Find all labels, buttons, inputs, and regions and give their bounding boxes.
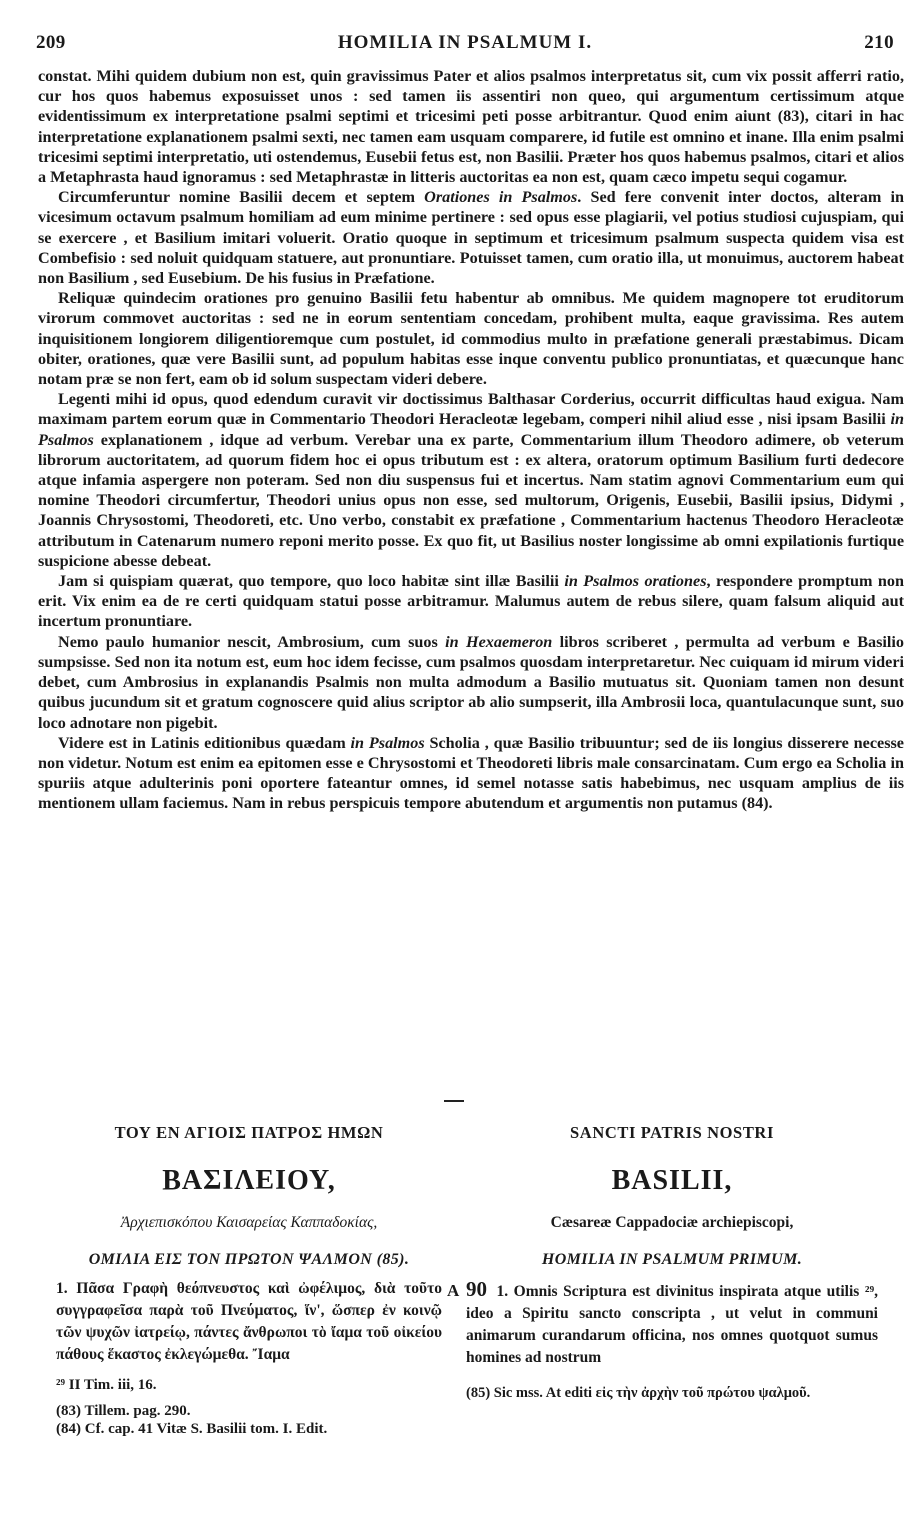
latin-column <box>466 1122 878 1402</box>
footnote-83: (83) Tillem. pag. 290. <box>56 1403 191 1419</box>
greek-column <box>56 1122 442 1438</box>
footnote-scripture: ²⁹ II Tim. iii, 16. <box>56 1377 157 1393</box>
introduction-text <box>38 66 904 814</box>
greek-homily-text: 1. Πᾶσα Γραφὴ θεόπνευστος καὶ ὠφέλιμος, διὰ τοῦτο συγγραφεῖσα παρὰ τοῦ Πνεύματος, ἵν', ὥσπερ ἐν κοινῷ τῶν ψυχῶν ἰατρείῳ, πάντες ἄνθρωποι τὸ ἴαμα τοῦ οἰκείου πάθους ἕκαστος ἐκλεγώμεθα. Ἴαμα <box>56 1280 442 1363</box>
paragraph-2-italic: Orationes in Psalmos <box>424 188 578 207</box>
paragraph-4-text-end: explanationem , idque ad verbum. Verebar una ex parte, Commentarium illum Theodoro adimere, ob veterum librorum auctoritatem, ad quorum fidem hoc ei opus tributum est : ex altera, oratorum optimum Basilium furti dedecore atque infamia aspergere non poteram. Sed non diu suspensus fui et incertus. Nam statim agnovi Commentarium eum qui nomine Theodori circumfertur, Theodori unius opus non esse, sed multorum, Origenis, Eusebii, Basilii ipsius, Didymi , Joannis Chrysostomi, Theodoreti, etc. Uno verbo, constabit ex præfatione , Commentarium hactenus Theodoro Heracleotæ attributum in Catenarum numero reponi merito posse. Ex quo fit, ut Basilius noster longissime ab omni expilationis furtique suspicione abesse debeat. <box>38 430 904 570</box>
paragraph-1: constat. Mihi quidem dubium non est, quin gravissimus Pater et alios psalmos interpretatus sit, cum vix possit afferri ratio, cur hos quos habemus exposuisset unos : sed tamen iis assentiri non queo, qui argumentum certissimum atque evidentissimum ex interpretatione psalmi septimi et tricesimi peti posse arbitrantur. Quod enim aiunt (83), citari in hac interpretatione explanationem psalmi sexti, nec tamen eam usquam comparere, id futile est omnino et inane. Illa enim psalmi tricesimi septimi interpretatio, uti ostendemus, Eusebii fetus est, non Basilii. Præter hos quos habemus psalmos, citari et alios a Metaphrasta haud ignoramus : sed Metaphrastæ in litteris auctoritas ea non est, quam cæco impetu sequi cogamur. <box>38 67 904 187</box>
greek-author-title: Ἀρχιεπισκόπου Καισαρείας Καππαδοκίας, <box>120 1214 378 1231</box>
page-number-right: 210 <box>864 32 894 53</box>
section-separator <box>444 1100 464 1102</box>
paragraph-5 <box>38 571 904 632</box>
paragraph-5-text: Jam si quispiam quærat, quo tempore, quo loco habitæ sint illæ Basilii <box>58 572 565 591</box>
paragraph-4-text: Legenti mihi id opus, quod edendum curavit vir doctissimus Balthasar Corderius, occurrit difficultas haud exigua. Nam maximam partem eorum quæ in Commentario Theodori Heracleotæ legebam, comperi nihil aliud esse , nisi ipsam Basilii <box>38 390 904 429</box>
paragraph-7 <box>38 733 904 814</box>
margin-letter: A <box>447 1281 460 1300</box>
paragraph-4-italic: in Psalmos <box>38 410 904 449</box>
paragraph-6-italic: in Hexaemeron <box>445 632 553 651</box>
column-number: 90 <box>466 1277 487 1301</box>
paragraph-5-italic: in Psalmos orationes <box>564 572 707 591</box>
paragraph-2-text-end: . Sed fere convenit inter doctos, alteram in vicesimum octavum psalmum homiliam ad eum minime pertinere : sed opus esse plagiarii, vel potius studiosi cujuspiam, qui se exercere , et Basilium imitari voluerit. Oratio quoque in septimum et tricesimum psalmum suspecta quidem visa est Combefisio : sed noluit quidquam statuere, aut pronuntiare. Potuisset tamen, cum oratio illa, ut monuimus, auctorem habeat non Basilium , sed Eusebium. De his fusius in Præfatione. <box>38 188 904 288</box>
page-number-left: 209 <box>36 32 66 53</box>
latin-author-title: Cæsareæ Cappadociæ archiepiscopi, <box>550 1214 794 1231</box>
running-header <box>36 32 894 56</box>
greek-homily-title: ΟΜΙΛΙΑ ΕΙΣ ΤΟΝ ΠΡΩΤΟΝ ΨΑΛΜΟΝ (85). <box>88 1251 410 1268</box>
paragraph-5-text-end: , respondere promptum non erit. Vix enim ea de re certi quidquam statui posse arbitramur. Malumus autem de rebus silere, quam falsum aliquid aut incertum pronuntiare. <box>38 572 905 631</box>
paragraph-3: Reliquæ quindecim orationes pro genuino Basilii fetu habentur ab omnibus. Me quidem magnopere tot eruditorum virorum commovet auctoritas : sed ne in eorum sententiam concedam, prohibent multa, eaque gravissima. Res autem inquisitionem longiorem diligentioremque cum postulet, id commodius multo in præfatione generali præstabimus. Dicam obiter, orationes, quæ vere Basilii sunt, ad populum habitas esse inque conventu publico pronuntiatas, et quæcunque hanc notam præ se non fert, eam ob id solum suspectam videri debere. <box>38 289 904 389</box>
paragraph-4 <box>38 389 904 571</box>
greek-author-name: ΒΑΣΙΛΕΙΟΥ, <box>162 1165 336 1196</box>
latin-homily-text <box>466 1278 878 1369</box>
greek-footnotes <box>56 1376 442 1438</box>
paragraph-2-text: Circumferuntur nomine Basilii decem et septem <box>58 188 425 207</box>
paragraph-7-text: Videre est in Latinis editionibus quædam <box>58 733 351 752</box>
footnote-84: (84) Cf. cap. 41 Vitæ S. Basilii tom. I. Edit. <box>56 1421 328 1437</box>
greek-heading-line: ΤΟΥ ΕΝ ΑΓΙΟΙΣ ΠΑΤΡΟΣ ΗΜΩΝ <box>114 1123 384 1142</box>
latin-homily-body: 1. Omnis Scriptura est divinitus inspirata atque utilis ²⁹, ideo a Spiritu sancto conscripta , ut velut in communi animarum curandarum officina, nos omnes quotquot sumus homines ad nostrum <box>466 1283 878 1366</box>
latin-homily-title: HOMILIA IN PSALMUM PRIMUM. <box>541 1251 803 1268</box>
paragraph-7-text-end: Scholia , quæ Basilio tribuuntur; sed de iis longius disserere necesse non videtur. Notum est enim ea epitomen esse e Chrysostomi et Theodoreti libris male consarcinatam. Cum ergo ea Scholia in spuriis atque adulterinis poni oportere fateantur omnes, id semel notasse satis habebimus, nec usquam amplius de iis mentionem ullam faciemus. Nam in rebus perspicuis tempore abutendum et argumentis non putamus (84). <box>38 733 904 813</box>
footnote-85: (85) Sic mss. At editi εἰς τὴν ἀρχὴν τοῦ πρώτου ψαλμοῦ. <box>466 1385 811 1401</box>
paragraph-2 <box>38 187 904 288</box>
paragraph-6 <box>38 632 904 733</box>
paragraph-6-text: Nemo paulo humanior nescit, Ambrosium, cum suos <box>58 632 446 651</box>
running-title: HOMILIA IN PSALMUM I. <box>337 32 593 53</box>
paragraph-7-italic: in Psalmos <box>350 733 425 752</box>
paragraph-6-text-end: libros scriberet , permulta ad verbum e Basilio sumpsisse. Sed non ita notum est, eum hoc idem fecisse, cum psalmos quosdam interpretaretur. Nec cuiquam id mirum videri debet, cum Ambrosius in explanandis Psalmis non multa admodum a Basilio mutuatus sit. Quoniam tamen non desunt quibus jucundum sit et gratum cognoscere quid alius scriptor ab alio sumpserit, illa Ambrosii loca, quantulacunque sunt, suo loco adnotare non pigebit. <box>38 632 904 732</box>
latin-heading-line: SANCTI PATRIS NOSTRI <box>570 1123 774 1142</box>
latin-author-name: BASILII, <box>611 1165 733 1196</box>
